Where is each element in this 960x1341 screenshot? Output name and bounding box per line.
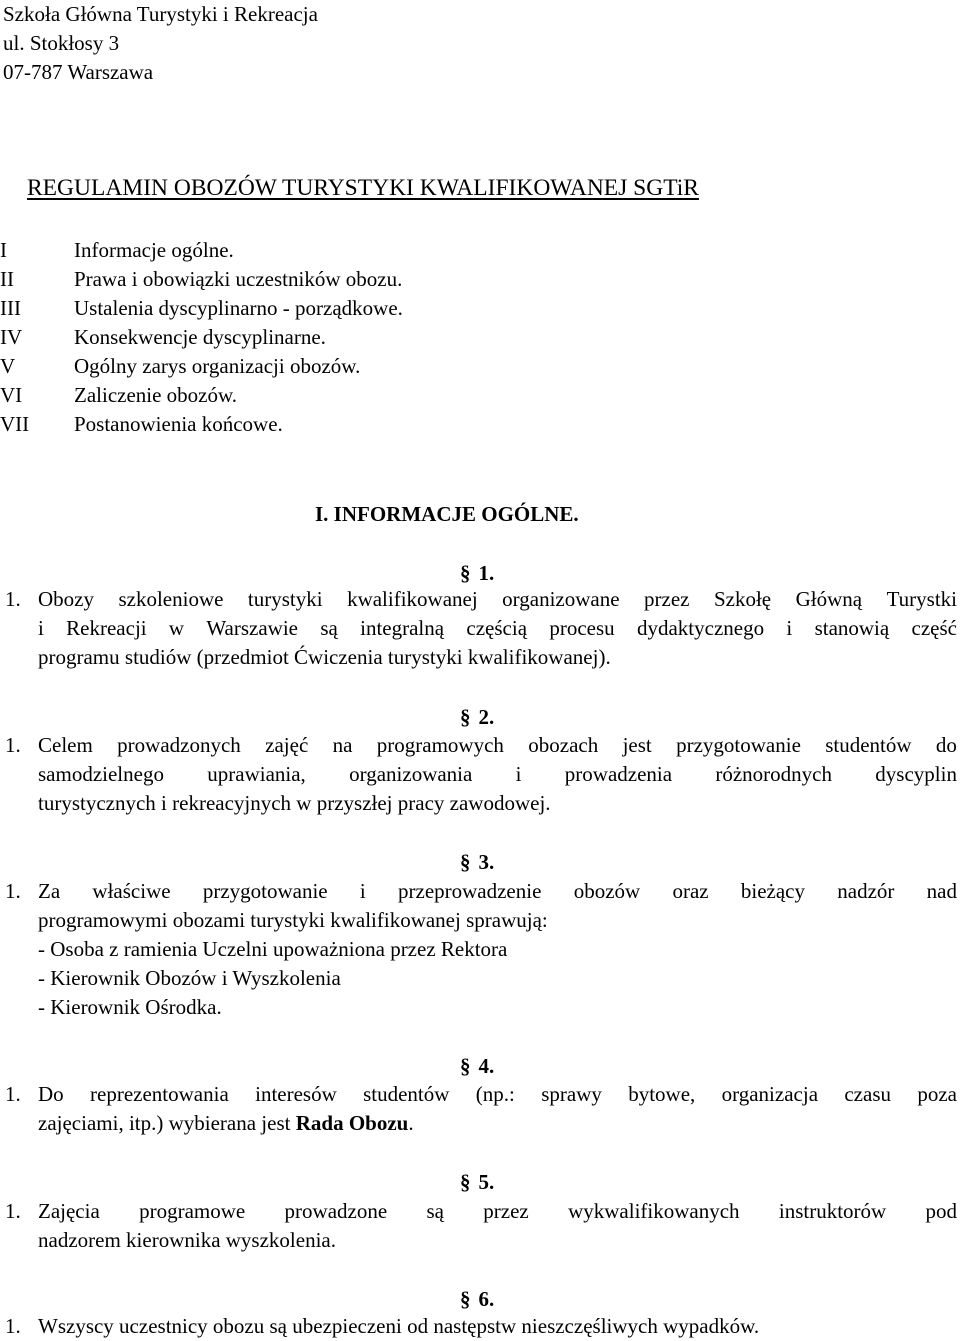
toc-label: Ogólny zarys organizacji obozów. xyxy=(74,354,361,378)
text-line: programu studiów (przedmiot Ćwiczenia turystyki kwalifikowanej). xyxy=(38,645,611,669)
text-line xyxy=(38,1197,957,1226)
paragraph-heading xyxy=(460,559,494,588)
word: czasu xyxy=(844,1082,891,1106)
text-line: nadzorem kierownika wyszkolenia. xyxy=(38,1228,336,1252)
word: poza xyxy=(917,1082,957,1106)
word: (np.: xyxy=(475,1082,515,1106)
text-line: programowymi obozami turystyki kwalifikowanej sprawują: xyxy=(38,908,548,932)
document-title: REGULAMIN OBOZÓW TURYSTYKI KWALIFIKOWANEJ SGTiR xyxy=(27,175,699,201)
word: integralną xyxy=(360,616,445,640)
word: część xyxy=(911,616,957,640)
item-number: 1. xyxy=(5,1199,21,1223)
item-number: 1. xyxy=(5,587,21,611)
school-name: Szkoła Główna Turystyki i Rekreacja xyxy=(3,2,318,26)
table-of-contents xyxy=(0,236,700,439)
toc-number: II xyxy=(0,267,14,291)
word: i xyxy=(38,616,44,640)
word: stanowią xyxy=(814,616,890,640)
paragraph-number: 6. xyxy=(478,1287,495,1311)
word: w xyxy=(168,616,185,640)
word: reprezentowania xyxy=(90,1082,229,1106)
word: przygotowanie xyxy=(676,733,801,757)
word: turystyki xyxy=(247,587,323,611)
section-sign: § xyxy=(460,561,471,585)
toc-label: Ustalenia dyscyplinarno - porządkowe. xyxy=(74,296,403,320)
word: Za xyxy=(38,879,61,903)
word: obozach xyxy=(528,733,599,757)
toc-label: Informacje ogólne. xyxy=(74,238,234,262)
paragraph-item xyxy=(0,877,957,1022)
school-city: 07-787 Warszawa xyxy=(3,60,154,84)
paragraph-heading xyxy=(460,1052,494,1081)
text-line xyxy=(38,1109,957,1138)
school-street: ul. Stokłosy 3 xyxy=(3,31,120,55)
word: Zajęcia xyxy=(38,1199,100,1223)
toc-row xyxy=(0,381,700,410)
toc-number: VI xyxy=(0,383,23,407)
paragraph-number: 3. xyxy=(478,850,495,874)
paragraph-item xyxy=(0,1080,957,1138)
text-line xyxy=(38,760,957,789)
word: samodzielnego xyxy=(38,762,164,786)
word: prowadzonych xyxy=(117,733,241,757)
word: Turystki xyxy=(886,587,957,611)
text-line xyxy=(38,614,957,643)
word: prowadzone xyxy=(284,1199,388,1223)
word: nadzór xyxy=(837,879,895,903)
toc-row xyxy=(0,236,700,265)
word: są xyxy=(426,1199,444,1223)
paragraph-item xyxy=(0,585,957,672)
text-line xyxy=(38,1080,957,1109)
text-line: turystycznych i rekreacyjnych w przyszłej pracy zawodowej. xyxy=(38,791,551,815)
toc-label: Konsekwencje dyscyplinarne. xyxy=(74,325,326,349)
word: programowych xyxy=(376,733,504,757)
word: wykwalifikowanych xyxy=(568,1199,740,1223)
word: Szkołę xyxy=(713,587,772,611)
word: na xyxy=(332,733,353,757)
word: dydaktycznego xyxy=(636,616,765,640)
word: sprawy xyxy=(541,1082,602,1106)
paragraph-heading xyxy=(460,848,494,877)
word: organizowania xyxy=(349,762,473,786)
paragraph-number: 4. xyxy=(478,1054,495,1078)
toc-number: IV xyxy=(0,325,23,349)
word: procesu xyxy=(549,616,615,640)
list-item: - Osoba z ramienia Uczelni upoważniona przez Rektora xyxy=(38,937,508,961)
word: dyscyplin xyxy=(875,762,957,786)
section-sign: § xyxy=(460,1287,471,1311)
word: nad xyxy=(926,879,957,903)
toc-row xyxy=(0,410,700,439)
word: i xyxy=(515,762,522,786)
section-sign: § xyxy=(460,1170,471,1194)
list-item: - Kierownik Ośrodka. xyxy=(38,995,222,1019)
word: uprawiania, xyxy=(207,762,306,786)
word: interesów xyxy=(255,1082,337,1106)
word: obozów xyxy=(573,879,641,903)
toc-row xyxy=(0,352,700,381)
word: przez xyxy=(644,587,690,611)
word: instruktorów xyxy=(778,1199,887,1223)
text-line xyxy=(38,585,957,614)
section-heading: I. INFORMACJE OGÓLNE. xyxy=(315,502,579,526)
word: studentów xyxy=(825,733,912,757)
text-line xyxy=(38,877,957,906)
word: studentów xyxy=(363,1082,450,1106)
item-number: 1. xyxy=(5,733,21,757)
word: są xyxy=(320,616,338,640)
section-sign: § xyxy=(460,1054,471,1078)
toc-label: Zaliczenie obozów. xyxy=(74,383,238,407)
toc-number: I xyxy=(0,238,7,262)
word: oraz xyxy=(672,879,709,903)
word: przeprowadzenie xyxy=(398,879,542,903)
word: organizacja xyxy=(721,1082,819,1106)
text-segment: zajęciami, itp.) wybierana jest xyxy=(38,1111,296,1135)
list-item: - Kierownik Obozów i Wyszkolenia xyxy=(38,966,341,990)
item-number: 1. xyxy=(5,1314,21,1338)
paragraph-item xyxy=(0,731,957,818)
toc-row xyxy=(0,323,700,352)
paragraph-heading xyxy=(460,1285,494,1314)
word: prowadzenia xyxy=(564,762,673,786)
word: pod xyxy=(925,1199,957,1223)
toc-number: VII xyxy=(0,412,30,436)
word: szkoleniowe xyxy=(118,587,224,611)
word: Do xyxy=(38,1082,64,1106)
section-sign: § xyxy=(460,850,471,874)
paragraph-number: 5. xyxy=(478,1170,495,1194)
toc-row xyxy=(0,265,700,294)
paragraph-number: 2. xyxy=(478,705,495,729)
word: Warszawie xyxy=(206,616,298,640)
toc-label: Prawa i obowiązki uczestników obozu. xyxy=(74,267,403,291)
paragraph-heading xyxy=(460,1168,494,1197)
item-number: 1. xyxy=(5,1082,21,1106)
text-line: Wszyscy uczestnicy obozu są ubezpieczeni od następstw nieszczęśliwych wypadków. xyxy=(38,1314,760,1338)
word: Rekreacji xyxy=(66,616,147,640)
word: organizowane xyxy=(502,587,620,611)
word: i xyxy=(359,879,366,903)
text-line xyxy=(38,731,957,760)
word: właściwe xyxy=(92,879,171,903)
toc-row xyxy=(0,294,700,323)
paragraph-number: 1. xyxy=(478,561,495,585)
toc-number: III xyxy=(0,296,21,320)
rada-obozu-term: Rada Obozu xyxy=(295,1111,409,1135)
toc-number: V xyxy=(0,354,16,378)
word: Celem xyxy=(38,733,93,757)
paragraph-item xyxy=(0,1197,957,1255)
word: zajęć xyxy=(265,733,309,757)
word: Obozy xyxy=(38,587,94,611)
paragraph-item xyxy=(0,1312,957,1341)
word: bieżący xyxy=(740,879,805,903)
word: częścią xyxy=(466,616,528,640)
paragraph-heading xyxy=(460,703,494,732)
section-sign: § xyxy=(460,705,471,729)
letterhead xyxy=(3,0,318,87)
word: przez xyxy=(483,1199,529,1223)
word: programowe xyxy=(139,1199,246,1223)
word: i xyxy=(786,616,793,640)
word: bytowe, xyxy=(628,1082,696,1106)
word: Główną xyxy=(795,587,863,611)
word: jest xyxy=(622,733,652,757)
word: przygotowanie xyxy=(202,879,328,903)
item-number: 1. xyxy=(5,879,21,903)
word: do xyxy=(935,733,957,757)
word: różnorodnych xyxy=(715,762,832,786)
word: kwalifikowanej xyxy=(347,587,478,611)
toc-label: Postanowienia końcowe. xyxy=(74,412,283,436)
text-segment: . xyxy=(408,1111,414,1135)
